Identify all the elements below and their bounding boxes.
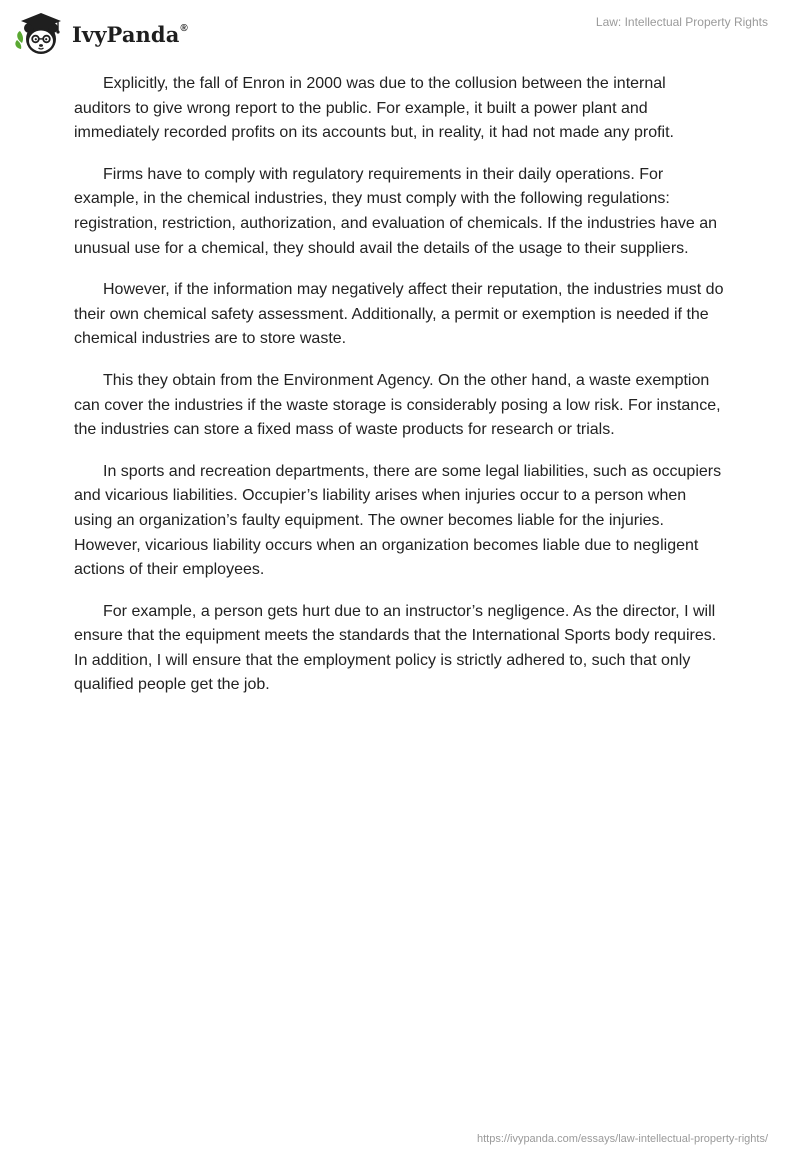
ivypanda-logo[interactable] [14,9,188,57]
registered-mark: ® [180,22,188,34]
paragraph: This they obtain from the Environment Agency. On the other hand, a waste exemption can cover the industries if the waste storage is considerably posing a low risk. For instance, the industries can store a fixed mass of waste products for research or trials. [74,371,721,439]
brand-name: IvyPanda® [72,21,188,47]
paragraph: Firms have to comply with regulatory requirements in their daily operations. For example, in the chemical industries, they must comply with the following regulations: registration, restriction, authorization, and evaluation of chemicals. If the industries have an unusual use for a chemical, they should avail the details of the usage to their suppliers. [74,165,718,257]
paragraph: However, if the information may negatively affect their reputation, the industries must do their own chemical safety assessment. Additionally, a permit or exemption is needed if the chemical industries are to store waste. [74,281,724,348]
paragraph: In sports and recreation departments, there are some legal liabilities, such as occupiers and vicarious liabilities. Occupier’s liability arises when injuries occur to a person when using an organization’s faulty equipment. The owner becomes liable for the injuries. However, vicarious liability occurs when an organization becomes liable due to negligent actions of their employees. [74,462,722,579]
page-header [0,0,800,70]
footer-source-url[interactable]: https://ivypanda.com/essays/law-intellectual-property-rights/ [476,1133,768,1145]
essay-body [74,72,724,715]
panda-graduation-cap-icon [14,9,68,57]
document-title: Law: Intellectual Property Rights [595,15,768,29]
paragraph: Explicitly, the fall of Enron in 2000 was due to the collusion between the internal auditors to give wrong report to the public. For example, it built a power plant and immediately recorded profits on its accounts but, in reality, it had not made any profit. [74,75,674,142]
paragraph: For example, a person gets hurt due to an instructor’s negligence. As the director, I will ensure that the equipment meets the standards that the International Sports body requires. In addition, I will ensure that the employment policy is strictly adhered to, such that only qualified people get the job. [74,602,717,694]
